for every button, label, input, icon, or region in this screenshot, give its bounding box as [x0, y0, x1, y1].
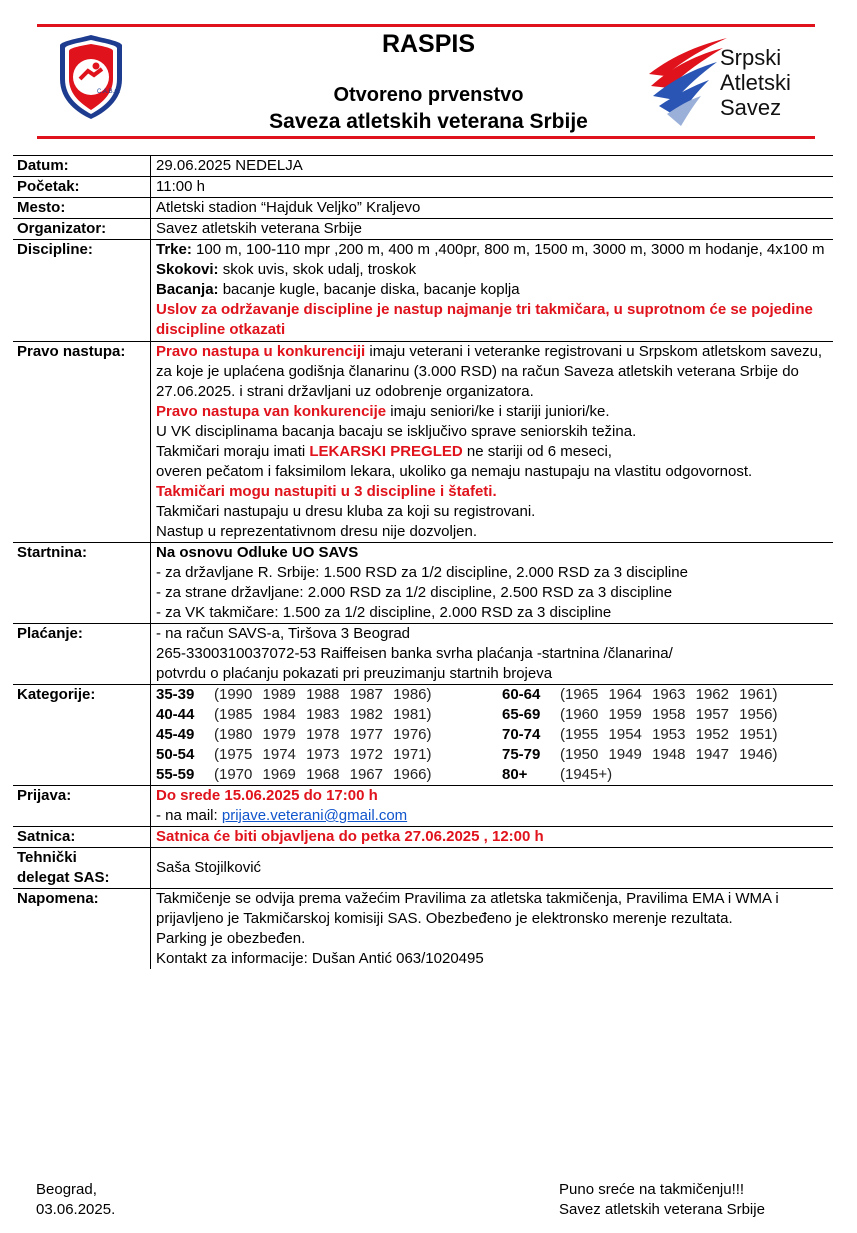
napomena-label: Napomena:: [17, 890, 99, 907]
categories-grid: [156, 685, 833, 785]
placanje-label: Plaćanje:: [17, 625, 83, 642]
prijava-label: Prijava:: [17, 787, 72, 804]
footer-place-date: [36, 1180, 115, 1220]
skokovi-label: Skokovi:: [156, 261, 219, 278]
datum-label: Datum:: [17, 157, 69, 174]
placanje-line-3: potvrdu o plaćanju pokazati pri preuzimanju startnih brojeva: [156, 665, 553, 682]
page-subtitle-line1: Otvoreno prvenstvo: [333, 84, 524, 106]
placanje-line-1: - na račun SAVS-a, Tiršova 3 Beograd: [156, 625, 411, 642]
napomena-paragraph-2: Parking je obezbeđen.: [156, 930, 306, 947]
delegat-label-line2: delegat SAS:: [17, 869, 110, 886]
trke-value: 100 m, 100-110 mpr ,200 m, 400 m ,400pr, 800 m, 1500 m, 3000 m, 3000 m hodanje, 4x100 m: [191, 241, 825, 258]
discipline-trke: [156, 240, 833, 260]
category-item: 55-59 (1970 1969 1968 1967 1966): [156, 766, 432, 783]
category-item: 60-64 (1965 1964 1963 1962 1961): [502, 686, 778, 703]
delegat-label-line1: Tehnički: [17, 849, 77, 866]
bacanja-label: Bacanja:: [156, 281, 219, 298]
pravo-paragraph-5b: Nastup u reprezentativnom dresu nije dozvoljen.: [156, 523, 478, 540]
placanje-line-2: 265-3300310037072-53 Raiffeisen banka svrha plaćanja -startnina /članarina/: [156, 645, 673, 662]
organizator-label: Organizator:: [17, 220, 107, 237]
discipline-bacanja: [156, 280, 833, 300]
row-satnica: [13, 827, 833, 848]
row-tehnicki-delegat: [13, 848, 833, 889]
satnica-value: Satnica će biti objavljena do petka 27.06.2025 , 12:00 h: [151, 827, 834, 848]
skokovi-value: skok uvis, skok udalj, troskok: [218, 261, 417, 278]
startnina-line-3: - za VK takmičare: 1.500 za 1/2 discipline, 2.000 RSD za 3 discipline: [156, 604, 612, 621]
header-bottom-rule: [37, 136, 815, 139]
datum-value: 29.06.2025 NEDELJA: [151, 156, 834, 177]
pravo-paragraph-3: Takmičari moraju imati LEKARSKI PREGLED ne stariji od 6 meseci,: [156, 443, 612, 460]
cabc-logo-text: C.A.B.C.: [97, 89, 121, 95]
pocetak-label: Početak:: [17, 178, 80, 195]
header-top-rule: [37, 24, 815, 27]
row-mesto: [13, 198, 833, 219]
startnina-line-1: - za državljane R. Srbije: 1.500 RSD za 1/2 discipline, 2.000 RSD za 3 discipline: [156, 564, 688, 581]
footer-place: Beograd,: [36, 1181, 97, 1198]
kategorije-label: Kategorije:: [17, 686, 96, 703]
startnina-head: Na osnovu Odluke UO SAVS: [156, 544, 359, 561]
pravo-paragraph-3c: overen pečatom i faksimilom lekara, ukoliko ga nemaju nastupaju na vlastitu odgovornost.: [156, 463, 753, 480]
prijava-email-link[interactable]: prijave.veterani@gmail.com: [221, 807, 408, 824]
category-item: 65-69 (1960 1959 1958 1957 1956): [502, 706, 778, 723]
footer-date: 03.06.2025.: [36, 1201, 116, 1218]
discipline-skokovi: [156, 260, 833, 280]
bacanja-value: bacanje kugle, bacanje diska, bacanje koplja: [218, 281, 520, 298]
pocetak-value: 11:00 h: [151, 177, 834, 198]
startnina-line-2: - za strane državljane: 2.000 RSD za 1/2 discipline, 2.500 RSD za 3 discipline: [156, 584, 673, 601]
sas-logo-word3: Savez: [720, 95, 782, 120]
page-title: RASPIS: [381, 30, 476, 58]
row-pravo-nastupa: [13, 342, 833, 543]
row-organizator: [13, 219, 833, 240]
row-datum: [13, 156, 833, 177]
footer-org: Savez atletskih veterana Srbije: [559, 1201, 765, 1218]
satnica-label: Satnica:: [17, 828, 76, 845]
page-subtitle-line2: Saveza atletskih veterana Srbije: [269, 110, 588, 133]
row-placanje: [13, 624, 833, 685]
row-prijava: [13, 786, 833, 827]
discipline-uslov: Uslov za održavanje discipline je nastup najmanje tri takmičara, u suprotnom će se pojedine discipline otkazati: [156, 301, 813, 338]
discipline-label: Discipline:: [17, 241, 93, 258]
row-kategorije: [13, 685, 833, 786]
pravo-paragraph-1: Pravo nastupa u konkurenciji imaju veterani i veteranke registrovani u Srpskom atletskom savezu, za koje je uplaćena godišnja članarinu (3.000 RSD) na račun Saveza atletskih veterana Srbije do 27.06.2025. i strani državljani uz odobrenje organizatora.: [156, 343, 823, 400]
category-item: 80+ (1945+): [502, 766, 613, 783]
footer-wish: Puno sreće na takmičenju!!!: [559, 1181, 745, 1198]
mesto-value: Atletski stadion “Hajduk Veljko” Kraljevo: [151, 198, 834, 219]
row-pocetak: [13, 177, 833, 198]
sas-logo-word1: Srpski: [720, 45, 782, 70]
category-item: 50-54 (1975 1974 1973 1972 1971): [156, 746, 432, 763]
pravo-label: Pravo nastupa:: [17, 343, 126, 360]
organizator-value: Savez atletskih veterana Srbije: [151, 219, 834, 240]
footer-signature: [559, 1180, 765, 1220]
category-item: 70-74 (1955 1954 1953 1952 1951): [502, 726, 778, 743]
prijava-mail-line: - na mail: prijave.veterani@gmail.com: [156, 807, 408, 824]
startnina-label: Startnina:: [17, 544, 88, 561]
category-item: 40-44 (1985 1984 1983 1982 1981): [156, 706, 432, 723]
category-item: 35-39 (1990 1989 1988 1987 1986): [156, 686, 432, 703]
row-napomena: [13, 889, 833, 970]
pravo-paragraph-5a: Takmičari nastupaju u dresu kluba za koji su registrovani.: [156, 503, 536, 520]
napomena-paragraph-1: Takmičenje se odvija prema važećim Pravilima za atletska takmičenja, Pravilima EMA i WMA i prijavljeno je Takmičarskoj komisiji SAS. Obezbeđeno je elektronsko merenje rezultata.: [156, 890, 779, 927]
napomena-paragraph-3: Kontakt za informacije: Dušan Antić 063/1020495: [156, 950, 484, 967]
sas-logo-word2: Atletski: [720, 70, 791, 95]
pravo-paragraph-2: Pravo nastupa van konkurencije imaju seniori/ke i stariji juniori/ke.: [156, 403, 610, 420]
category-item: 45-49 (1980 1979 1978 1977 1976): [156, 726, 432, 743]
delegat-value: Saša Stojilković: [151, 848, 834, 889]
pravo-paragraph-4: Takmičari mogu nastupiti u 3 discipline i štafeti.: [156, 483, 497, 500]
info-table: [13, 155, 833, 969]
sas-logo-wordmark: [720, 45, 791, 120]
trke-label: Trke:: [156, 241, 192, 258]
pravo-paragraph-2b: U VK disciplinama bacanja bacaju se isključivo sprave seniorskih težina.: [156, 423, 637, 440]
mesto-label: Mesto:: [17, 199, 66, 216]
prijava-deadline: Do srede 15.06.2025 do 17:00 h: [156, 787, 378, 804]
row-discipline: [13, 240, 833, 342]
category-item: 75-79 (1950 1949 1948 1947 1946): [502, 746, 778, 763]
row-startnina: [13, 543, 833, 624]
